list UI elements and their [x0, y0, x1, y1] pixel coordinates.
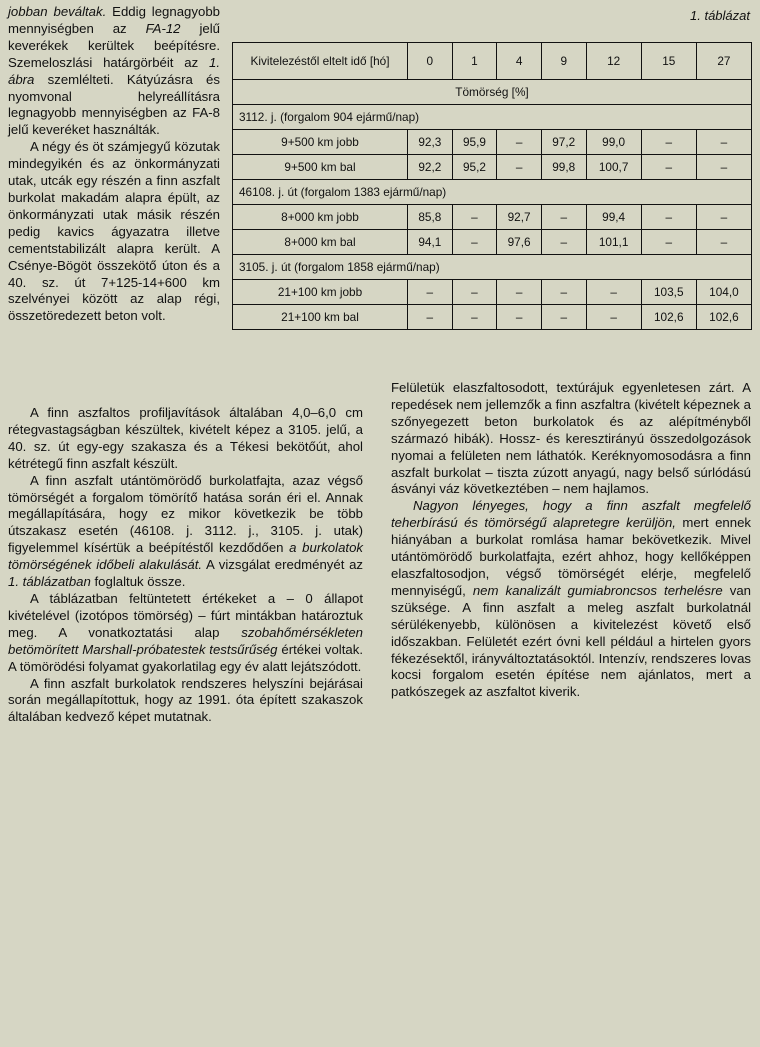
- table-cell: –: [641, 155, 696, 180]
- table-cell: –: [541, 230, 586, 255]
- table-cell: 92,3: [408, 130, 453, 155]
- table-cell: 100,7: [586, 155, 641, 180]
- table-subheader: Tömörség [%]: [233, 80, 752, 105]
- table-cell: –: [452, 205, 497, 230]
- table-header-cell: 12: [586, 43, 641, 80]
- table-group-title: 46108. j. út (forgalom 1383 ejármű/nap): [233, 180, 752, 205]
- table-cell: 102,6: [696, 305, 751, 330]
- table-cell: –: [497, 130, 542, 155]
- table-cell: –: [497, 155, 542, 180]
- paragraph: A finn aszfaltos profiljavítások általában 4,0–6,0 cm rétegvastagságban készültek, kivételt képez a 3105. jelű, a 40. sz. út egy-egy szakasza és a Tékesi bekötőút, ahol kétrétegű finn aszfalt készült.: [8, 405, 363, 471]
- table-cell: 99,4: [586, 205, 641, 230]
- paragraph: jobban beváltak. Eddig legnagyobb mennyiségben az FA-12 jelű keverékek kerültek beépítésre. Szemeloszlási határgörbéit az 1. ábra szemlélteti. Kátyúzásra és nyomvonal helyreállításra legnagyobb mennyiségben az FA-8 jelű keveréket használták.: [8, 4, 220, 138]
- table-cell: –: [696, 230, 751, 255]
- table-group-row: [233, 255, 752, 280]
- table-cell: 102,6: [641, 305, 696, 330]
- table-cell: –: [696, 205, 751, 230]
- density-table: [232, 42, 752, 330]
- table-header-cell: Kivitelezéstől eltelt idő [hó]: [233, 43, 408, 80]
- table-row-label: 9+500 km jobb: [233, 130, 408, 155]
- paragraph: A finn aszfalt utántömörödő burkolatfajta, azaz végső tömörségét a forgalom tömörítő hatása során éri el. Annak megállapítására, hogy ez mikor következik be több útszakasz esetén (46108. j. 3112. j., 3105. j. utak) figyelemmel kísértük a beépítéstől kezdődően a burkolatok tömörségének időbeli alakulását. A vizsgálat eredményét az 1. táblázatban foglaltuk össze.: [8, 472, 364, 590]
- table-row: [233, 155, 752, 180]
- table-group-title: 3105. j. út (forgalom 1858 ejármű/nap): [233, 255, 752, 280]
- paragraph: A táblázatban feltüntetett értékeket a – 0 állapot kivételével (izotópos tömörség) – fúrt mintákban határoztuk meg. A vonatkoztatási alap szobahőmérsékleten betömörített Marshall-próbatestek testsűrűség értékei voltak. A tömörödési folyamat gyakorlatilag egy év alatt lejátszódott.: [8, 590, 363, 674]
- table-header-cell: 1: [452, 43, 497, 80]
- table-cell: 103,5: [641, 280, 696, 305]
- table-cell: –: [541, 205, 586, 230]
- table-cell: 97,2: [541, 130, 586, 155]
- table-header-row: [233, 43, 752, 80]
- table-row-label: 8+000 km bal: [233, 230, 408, 255]
- table-cell: 95,9: [452, 130, 497, 155]
- table-cell: –: [586, 305, 641, 330]
- table-cell: –: [541, 305, 586, 330]
- table-cell: –: [541, 280, 586, 305]
- table-header-cell: 9: [541, 43, 586, 80]
- table-row-label: 21+100 km jobb: [233, 280, 408, 305]
- table-row-label: 8+000 km jobb: [233, 205, 408, 230]
- table-cell: –: [497, 280, 542, 305]
- left-column-text: [8, 4, 220, 325]
- table-cell: –: [452, 230, 497, 255]
- table-cell: –: [497, 305, 542, 330]
- table-row: [233, 130, 752, 155]
- table-cell: 104,0: [696, 280, 751, 305]
- table-cell: 92,2: [408, 155, 453, 180]
- table-header-cell: 27: [696, 43, 751, 80]
- table-cell: –: [586, 280, 641, 305]
- table-header-cell: 4: [497, 43, 542, 80]
- right-column-text: [391, 380, 751, 701]
- table-row-label: 9+500 km bal: [233, 155, 408, 180]
- table-cell: 97,6: [497, 230, 542, 255]
- table-row: [233, 305, 752, 330]
- table-cell: 92,7: [497, 205, 542, 230]
- table-cell: –: [408, 280, 453, 305]
- table-header-cell: 15: [641, 43, 696, 80]
- paragraph: Nagyon lényeges, hogy a finn aszfalt megfelelő teherbírású és tömörségű alapretegre kerüljön, mert ennek hiányában a burkolat romlása hamar bekövetkezik. Mivel utántömörödő burkolatfajta, ezért ahhoz, hogy kellőképpen elaszfaltosodjon, végső tömörségét elérje, megfelelő mennyiségű, nem kanalizált gumiabroncsos terhelésre van szüksége. A finn aszfalt a meleg aszfalt burkolatnál sérülékenyebb, különösen a kivitelezést követő első időszakban. Felületét ezért óvni kell például a hirtelen gyors fékezésektől, irányváltoztatásoktól. Intenzív, rendszeres lovas kocsi forgalom esetén építése nem ajánlatos, mert a patkószegek az aszfaltot kiverik.: [391, 498, 751, 700]
- table-cell: –: [452, 280, 497, 305]
- table-cell: –: [408, 305, 453, 330]
- table-cell: 94,1: [408, 230, 453, 255]
- table-group-title: 3112. j. (forgalom 904 ejármű/nap): [233, 105, 752, 130]
- table-row: [233, 280, 752, 305]
- table-cell: –: [696, 155, 751, 180]
- table-cell: 101,1: [586, 230, 641, 255]
- table-group-row: [233, 180, 752, 205]
- table-cell: –: [696, 130, 751, 155]
- table-cell: –: [452, 305, 497, 330]
- paragraph: Felületük elaszfaltosodott, textúrájuk egyenletesen zárt. A repedések nem jellemzők a finn aszfaltra (kivételt képeznek a szőnyegezett beton burkolatok és az alépítményből származó hibák). Hossz- és keresztirányú összedolgozások nyomai a felületen nem láthatók. Keréknyomosodásra a finn aszfalt burkolat – tiszta zúzott anyagú, nagy belső súrlódású ásványi váz következtében – nem hajlamos.: [391, 380, 751, 497]
- table-row: [233, 205, 752, 230]
- table-cell: 99,0: [586, 130, 641, 155]
- table-cell: –: [641, 130, 696, 155]
- table-subheader-row: [233, 80, 752, 105]
- table-caption: 1. táblázat: [690, 8, 750, 23]
- table-row-label: 21+100 km bal: [233, 305, 408, 330]
- table-cell: –: [641, 205, 696, 230]
- paragraph: A finn aszfalt burkolatok rendszeres helyszíni bejárásai során megállapítottuk, hogy az 1991. óta épített szakaszok általában kedvező képet mutatnak.: [8, 675, 363, 725]
- paragraph: A négy és öt számjegyű közutak mindegyikén és az önkormányzati utak, utcák egy részén a finn aszfalt burkolat makadám alapra épült, az önkormányzati utak másik részén pedig kavics ágyazatra illetve cementstabilizált alapra került. A Csénye-Bögöt összekötő úton és a 40. sz. út 7+125-14+600 km szelvényei között az alap régi, összetöredezett beton volt.: [8, 139, 220, 324]
- table-row: [233, 230, 752, 255]
- table-header-cell: 0: [408, 43, 453, 80]
- table-cell: 99,8: [541, 155, 586, 180]
- table-cell: –: [641, 230, 696, 255]
- bottom-left-text: [8, 405, 363, 726]
- table-cell: 85,8: [408, 205, 453, 230]
- table-cell: 95,2: [452, 155, 497, 180]
- table-group-row: [233, 105, 752, 130]
